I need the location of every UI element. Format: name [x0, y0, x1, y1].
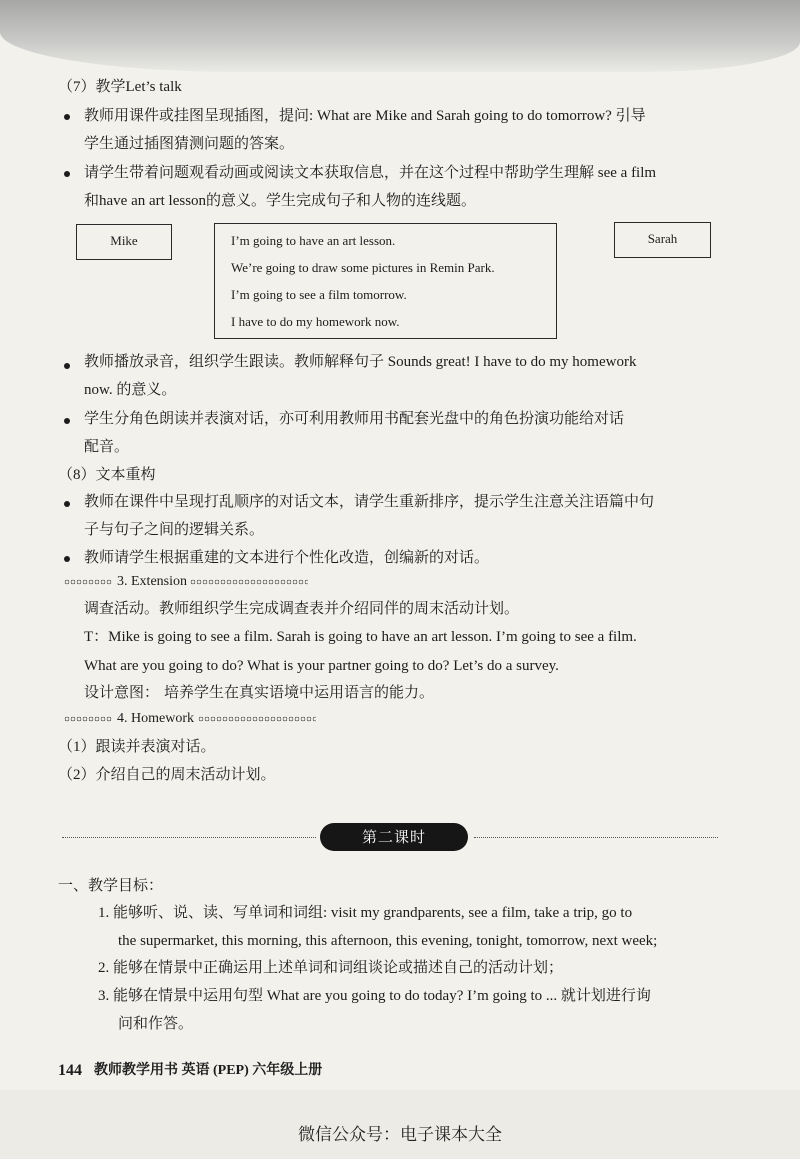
s7-bullet1-line2: 学生通过插图猜测问题的答案。 [84, 136, 295, 152]
page-number: 144 [58, 1062, 82, 1079]
matching-sentence: I’m going to have an art lesson. [231, 233, 396, 248]
bullet-dot [64, 501, 70, 507]
homework-item-1: （1）跟读并表演对话。 [58, 739, 216, 755]
design-intent-text: 培养学生在真实语境中运用语言的能力。 [164, 685, 435, 701]
s8-bullet1-line1: 教师在课件中呈现打乱顺序的对话文本，请学生重新排序，提示学生注意关注语篇中句 [84, 494, 655, 510]
objectives-heading: 一、教学目标： [58, 878, 164, 894]
s7-bullet2-line2: 和have an art lesson的意义。学生完成句子和人物的连线题。 [84, 193, 477, 209]
mike-name-box [76, 224, 172, 260]
sarah-label: Sarah [647, 231, 678, 246]
matching-sentence: I’m going to see a film tomorrow. [231, 287, 407, 302]
s7-bullet3-line1: 教师播放录音，组织学生跟读。教师解释句子 Sounds great! I have to do my homework [84, 354, 637, 370]
objective-1-line2: the supermarket, this morning, this afternoon, this evening, tonight, tomorrow, next week; [118, 933, 658, 949]
page-top-decoration [0, 0, 800, 72]
homework-heading: 4. Homework [117, 711, 194, 726]
decorative-wave [64, 716, 112, 722]
extension-heading: 3. Extension [117, 574, 187, 589]
section-8-heading: （8）文本重构 [58, 467, 156, 483]
bullet-dot [64, 363, 70, 369]
s7-bullet4-line1: 学生分角色朗读并表演对话，亦可利用教师用书配套光盘中的角色扮演功能给对话 [84, 411, 625, 427]
bullet-dot [64, 114, 70, 120]
divider-right [474, 837, 718, 838]
mike-label: Mike [110, 233, 138, 248]
extension-line3: What are you going to do? What is your partner going to do? Let’s do a survey. [84, 658, 559, 674]
decorative-wave [190, 579, 308, 585]
sentences-box [214, 223, 557, 339]
section-7-heading: （7）教学Let’s talk [58, 79, 182, 95]
decorative-wave [198, 716, 316, 722]
s7-bullet3-line2: now. 的意义。 [84, 382, 177, 398]
extension-line2: T：Mike is going to see a film. Sarah is going to have an art lesson. I’m going to see a film. [84, 629, 637, 645]
objective-3-line2: 问和作答。 [118, 1016, 194, 1032]
book-title: 教师教学用书 英语 (PEP) 六年级上册 [94, 1063, 323, 1078]
bullet-dot [64, 556, 70, 562]
s7-bullet1-line1: 教师用课件或挂图呈现插图，提问: What are Mike and Sarah going to do tomorrow? 引导 [84, 108, 646, 124]
s8-bullet1-line2: 子与句子之间的逻辑关系。 [84, 522, 265, 538]
matching-sentence: We’re going to draw some pictures in Remin Park. [231, 260, 495, 275]
bullet-dot [64, 171, 70, 177]
matching-sentence: I have to do my homework now. [231, 314, 400, 329]
objective-3-line1: 3. 能够在情景中运用句型 What are you going to do today? I’m going to ... 就计划进行询 [98, 988, 651, 1004]
design-intent-label: 设计意图： [84, 685, 160, 701]
decorative-wave [64, 579, 112, 585]
lesson-two-badge: 第二课时 [320, 823, 468, 851]
bullet-dot [64, 418, 70, 424]
sarah-name-box [614, 222, 711, 258]
homework-item-2: （2）介绍自己的周末活动计划。 [58, 767, 276, 783]
objective-1-line1: 1. 能够听、说、读、写单词和词组: visit my grandparents, see a film, take a trip, go to [98, 905, 633, 921]
objective-2: 2. 能够在情景中正确运用上述单词和词组谈论或描述自己的活动计划； [98, 960, 564, 976]
s7-bullet2-line1: 请学生带着问题观看动画或阅读文本获取信息，并在这个过程中帮助学生理解 see a film [84, 165, 657, 181]
watermark-text: 微信公众号：电子课本大全 [298, 1125, 502, 1145]
divider-left [62, 837, 316, 838]
extension-line1: 调查活动。教师组织学生完成调查表并介绍同伴的周末活动计划。 [84, 601, 520, 617]
s8-bullet2: 教师请学生根据重建的文本进行个性化改造，创编新的对话。 [84, 550, 490, 566]
s7-bullet4-line2: 配音。 [84, 439, 130, 455]
